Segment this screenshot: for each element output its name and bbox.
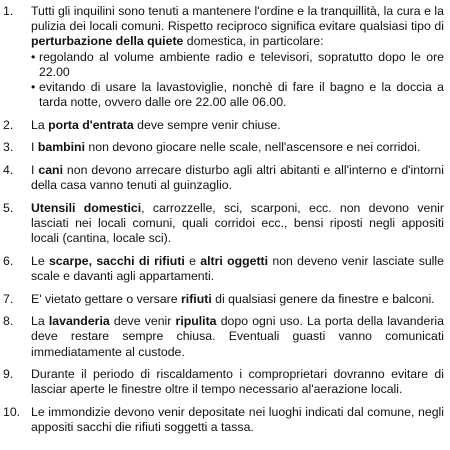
rule-item bbox=[0, 163, 450, 193]
rule-bullet-list bbox=[31, 50, 444, 111]
rule-item bbox=[0, 4, 450, 110]
rule-text-part: non devono arrecare disturbo agli altri abitanti e all'interno e d'intorni della casa vanno tenuti al guinzaglio. bbox=[31, 163, 444, 193]
rule-keyword: rifiuti bbox=[181, 291, 212, 306]
rule-keyword: ripulita bbox=[175, 314, 217, 329]
rule-text bbox=[31, 201, 444, 247]
rule-bullet bbox=[31, 50, 444, 80]
rule-text bbox=[31, 163, 444, 193]
rule-item bbox=[0, 140, 450, 155]
bullet-icon: • bbox=[31, 49, 36, 64]
rule-text-part: non deveno venir lasciate sulle scale e davanti agli appartamenti. bbox=[31, 253, 444, 283]
rule-item bbox=[0, 254, 450, 284]
rule-text bbox=[31, 254, 444, 284]
rule-item bbox=[0, 292, 450, 307]
rule-number: 6. bbox=[3, 253, 14, 268]
rule-text-part: E' vietato gettare o versare bbox=[31, 291, 181, 306]
rule-text bbox=[31, 292, 444, 307]
rule-item bbox=[0, 314, 450, 360]
rule-text-part: e bbox=[184, 253, 201, 268]
rule-number: 4. bbox=[3, 163, 14, 177]
rule-text-part: I bbox=[31, 163, 39, 177]
rule-text-part: di qualsiasi genere da finestre e balconi. bbox=[211, 291, 435, 306]
bullet-icon: • bbox=[31, 80, 36, 95]
rule-text-part: deve sempre venir chiuse. bbox=[133, 117, 281, 132]
rule-text-part: Le immondizie devono venir depositate nei luoghi indicati dal comune, negli appositi sacchi die rifiuti soggetti a tassa. bbox=[31, 404, 444, 435]
rule-text-part: Tutti gli inquilini sono tenuti a mantenere l'ordine e la tranquillità, la cura e la pulizia dei locali comuni. Rispetto reciproco significa evitare qualsiasi tipo di bbox=[31, 4, 444, 34]
rule-text-part: dopo ogni uso. La porta della lavanderia deve restare sempre chiusa. Eventuali guasti vanno comunicati immediatamente al custode. bbox=[31, 314, 444, 359]
house-rules-list bbox=[0, 4, 450, 443]
rule-item bbox=[0, 405, 450, 435]
rule-keyword: bambini bbox=[37, 140, 85, 155]
rule-text-part: , carrozzelle, sci, scarponi, ecc. non devono venir lasciati nei locali comuni, quali corridoi ecc., bensi riposti negli appositi locali (cantina, locale sci). bbox=[31, 200, 444, 246]
rule-text-part: Le bbox=[31, 253, 49, 268]
rule-text-part: Durante il periodo di riscaldamento i comproprietari dovranno evitare di lasciar aperte le finestre oltre il tempo necessario al'aerazione locali. bbox=[31, 367, 444, 397]
rule-bullet-text: regolando al volume ambiente radio e televisori, sopratutto dopo le ore 22.00 bbox=[39, 49, 444, 79]
rule-text-part: deve venir bbox=[109, 314, 176, 329]
rule-text-part: domestica, in particolare: bbox=[183, 34, 324, 49]
rule-item bbox=[0, 201, 450, 247]
rule-number: 10. bbox=[3, 404, 21, 419]
rule-keyword: altri oggetti bbox=[200, 253, 269, 268]
rule-text bbox=[31, 140, 444, 155]
rule-bullet bbox=[31, 80, 444, 110]
rule-text bbox=[31, 4, 444, 50]
rule-number: 5. bbox=[3, 200, 14, 215]
rule-keyword: lavanderia bbox=[48, 314, 110, 329]
rule-text-part: La bbox=[31, 314, 49, 329]
rule-keyword: cani bbox=[38, 163, 63, 177]
rule-keyword: Utensili domestici bbox=[31, 200, 142, 215]
rule-number: 8. bbox=[3, 314, 14, 329]
rule-number: 2. bbox=[3, 117, 14, 132]
rule-number: 3. bbox=[3, 140, 14, 155]
rule-keyword: scarpe, sacchi di rifiuti bbox=[48, 253, 185, 268]
rule-number: 9. bbox=[3, 367, 14, 382]
rule-text bbox=[31, 118, 444, 133]
rule-text-part: I bbox=[31, 140, 38, 155]
rule-text-part: non devono giocare nelle scale, nell'ascensore e nei corridoi. bbox=[84, 140, 421, 155]
rule-keyword: perturbazione della quiete bbox=[31, 34, 184, 49]
rule-keyword: porta d'entrata bbox=[48, 117, 134, 132]
rule-number: 1. bbox=[3, 4, 14, 18]
rule-text-part: La bbox=[31, 117, 49, 132]
rule-text bbox=[31, 367, 444, 397]
rule-item bbox=[0, 367, 450, 397]
rule-item bbox=[0, 118, 450, 133]
rule-bullet-text: evitando di usare la lavastoviglie, nonchè di fare il bagno e la doccia a tarda notte, ovvero dalle ore 22.00 alle 06.00. bbox=[39, 80, 444, 110]
rule-number: 7. bbox=[3, 291, 14, 306]
rule-text bbox=[31, 314, 444, 360]
rule-text bbox=[31, 405, 444, 435]
